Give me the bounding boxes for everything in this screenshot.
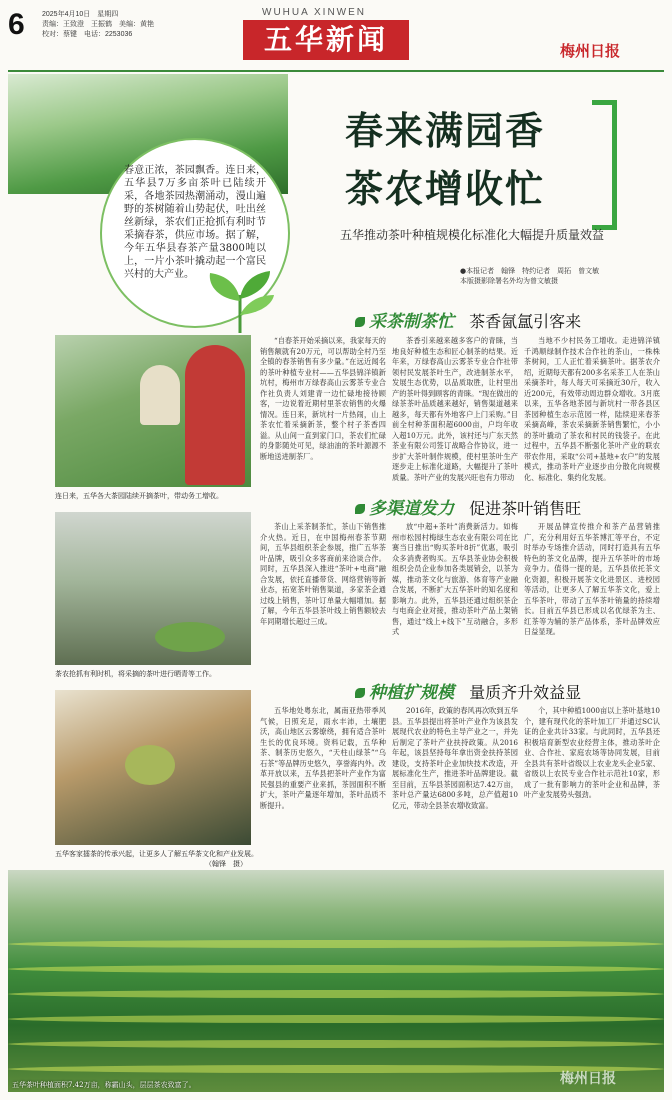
- page-number: 6: [8, 8, 25, 41]
- watermark: 梅州日报: [560, 1071, 616, 1087]
- section-tag: 多渠道发力: [355, 494, 454, 519]
- photo-credit-3: （翰锋 摄）: [205, 860, 247, 868]
- proof-line: 校对：蔡键 电话：2253036: [42, 31, 133, 38]
- intro-summary: 春意正浓，茶园飘香。连日来，五华县7万多亩茶叶已陆续开采，各地茶园热潮涌动，漫山遍野的茶树随着山势起伏，吐出丝丝新绿，茶农们正抢抓有利时节采摘春茶，供应市场。据了解，今年五华县春茶产量3800吨以上，一片小茶叶撬动起一个富民兴村的大产业。: [100, 138, 290, 328]
- headline-line-2: 茶农增收忙: [345, 166, 546, 211]
- photo-caption-1: 连日来，五华各大茶园陆续开摘茶叶，带动务工增收。: [55, 492, 223, 500]
- article-column: 茶山上采茶制茶忙，茶山下销售推介火热。近日，在中国梅州春茶节期间，五华县组织茶企参展，推广五华茶叶品牌，吸引众多客商前来洽谈合作。同时，五华县深入推进“茶叶+电商”融合发展，依托直播带货、网络营销等新业态，拓宽茶叶销售渠道，多家茶企通过线上销售，茶叶订单量大幅增加。据了解，今年五华县茶叶线上销售额较去年同期增长超过三成。: [260, 522, 386, 626]
- footer-photo-caption: 五华茶叶种植面积7.42万亩，称霸山头，层层茶农致富了。: [12, 1081, 196, 1089]
- photo-caption-2: 茶农抢抓有利时机，将采摘的茶叶进行晒青等工作。: [55, 670, 216, 678]
- tea-basket: [155, 622, 225, 652]
- section-heading-3: [355, 678, 581, 704]
- article-column: 当地不少村民务工增收。走进锦洋镇千鸿顺绿制作技术合作社的茶山，一株株茶树间，工人正忙着采摘茶叶。据茶农介绍，近期每天都有200多名采茶工人在茶山采摘茶叶，每人每天可采摘近30斤，收入近200元，有效带动周边群众增收。3月底以来，五华各地茶园与新坑村一带各县区茶园种植生态示范园一样，陆续迎来春茶采摘高峰，茶农采摘新茶销售繁忙，小小的茶叶撬动了茶农和村民的钱袋子。在此过程中，五华县不断强化茶叶产业的联农带农作用，采取“公司+基地+农户”的发展模式，推动茶叶产业逐步由分散化向规模化、标准化、集约化发展。: [524, 336, 660, 482]
- section-title: 促进茶叶销售旺: [469, 499, 582, 518]
- article-column: 个，其中种植1000亩以上茶叶基地10个，建有现代化的茶叶加工厂并通过SC认证的企业共计33家。与此同时，五华县还积极培育新型农业经营主体，推动茶叶企业、合作社、家庭农场等协同发展，目前全县共有茶叶省级以上农业龙头企业5家、省级以上农民专业合作社示范社10家，形成了一批有影响力的茶叶企业和品牌，茶叶产业发展势头强劲。: [524, 706, 660, 799]
- editor-line: 责编：王致澄 王振鹤 美编：黄艳: [42, 21, 154, 28]
- tea-picking-photo: [55, 335, 251, 487]
- article-column: 放“中超+茶叶”消费新活力。如梅州市松园村梅绿生态农业有限公司在比赛当日推出“购买茶叶8折”优惠，吸引众多消费者购买。五华县茶业协会积极组织会员企业参加各类展销会，以茶为媒，推动茶文化与旅游、体育等产业融合发展，不断扩大五华茶叶的知名度和影响力。此外，五华县还通过组织茶企与电商企业对接，推动茶叶产品上架销售，通过“线上+线下”互动融合，多形式: [392, 522, 518, 636]
- subheadline: 五华推动茶叶种植规模化标准化大幅提升质量效益: [340, 228, 605, 242]
- section-title: 茶香氤氲引客来: [469, 312, 582, 331]
- section-heading-2: [355, 494, 581, 520]
- header-divider: [8, 70, 664, 72]
- picker-figure: [185, 345, 245, 485]
- paper-logo: 梅州日报: [560, 42, 621, 60]
- leicha-tea-photo: [55, 690, 251, 845]
- tea-sprout-icon: [200, 265, 280, 335]
- masthead-english: WUHUA XINWEN: [262, 7, 366, 18]
- photo-caption-3: 五华客家擂茶的传承兴起，让更多人了解五华茶文化和产业发展。: [55, 850, 258, 858]
- section-heading-1: [355, 307, 581, 333]
- article-column: 茶香引来越来越多客户的青睐，当地良好种植生态和匠心制茶的结果。近年来，万绿春高山云雾茶专业合作社带领村民发展茶叶生产，改进制茶水平，发展生态优势，以品质取胜，让村里出产的茶叶得到顾客的青睐。“现在做出的绿茶茶叶品质越来越好，销售渠道越来越多，每天都有外地客户上门采购。”目前全村种茶面积超6000亩，户均年收入超10万元。此外，该村还与广东天然茶业有限公司签订战略合作协议，进一步扩大茶叶制作规模，使村里茶叶生产逐步走上标准化道路，大幅提升了茶叶质量。茶叶产业的发展兴旺也有力带动: [392, 336, 518, 482]
- picker-figure-2: [140, 365, 180, 425]
- article-column: 五华地处粤东北，属南亚热带季风气候，日照充足，雨水丰沛，土壤肥沃，高山地区云雾缭绕，拥有适合茶叶生长的优良环境。资料记载，五华种茶、制茶历史悠久，“天柱山绿茶”“乌石茶”等品牌历史悠久，享誉海内外。改革开放以来，五华县把茶叶产业作为富民强县的重要产业来抓，茶园面积不断扩大，茶叶产量逐年增加，茶叶品质不断提升。: [260, 706, 386, 810]
- issue-date: 2025年4月10日 星期四: [42, 11, 119, 18]
- tea-drying-photo: [55, 512, 251, 665]
- photo-credit-line: 本版摄影除署名外均为曾文敏摄: [460, 277, 558, 285]
- masthead: 五华新闻: [243, 20, 409, 60]
- headline-bracket: [592, 100, 617, 230]
- section-title: 量质齐升效益显: [469, 683, 582, 702]
- headline-line-1: 春来满园香: [345, 108, 546, 153]
- byline: ●本报记者 翰锋 特约记者 周拓 曾文敏: [460, 267, 600, 275]
- article-column: 2016年，政策的春风再次吹到五华县。五华县提出将茶叶产业作为该县发展现代农业的特色主导产业之一，并先后制定了茶叶产业扶持政策。从2016年起，该县坚持每年拿出资金扶持茶园建设，支持茶叶企业加快技术改造，开展标准化生产，推进茶叶品牌建设。截至目前，五华县茶园面积达7.42万亩，茶叶总产量达6800多吨，总产值超10亿元，带动全县茶农增收致富。: [392, 706, 518, 810]
- article-column: “自春茶开始采摘以来，我家每天的销售额就有20万元，可以帮助全村乃至全镇的春茶销售有多少量。”在远近闻名的茶叶种植专业村——五华县锦洋镇新坑村，梅州市万绿春高山云雾茶专业合作社负责人刘建青一边忙碌地接待顾客，一边说着近期村里茶农销售的火爆情况。连日来，新坑村一片热闹，山上茶农忙着采摘新茶，整个村子茶香四溢。从山间一直到家门口，茶农们忙碌的身影随处可见，绿油油的茶叶源源不断地送进制茶厂。: [260, 336, 386, 461]
- article-column: 开展品牌宣传推介和茶产品营销推广，充分利用好五华茶博汇等平台，不定时举办专场推介活动，同时打造具有五华特色的茶文化品牌，提升五华茶叶的市场竞争力。值得一提的是，五华县依托茶文化资源，积极开展茶文化进景区、进校园等活动，让更多人了解五华茶文化，爱上五华茶叶，带动了五华茶叶销量的持续增长。目前五华县已形成以名优绿茶为主、红茶等为辅的茶产品体系，茶叶品牌效应日益显现。: [524, 522, 660, 636]
- section-tag: 种植扩规模: [355, 678, 454, 703]
- terraced-tea-field-photo: [8, 870, 664, 1092]
- section-tag: 采茶制茶忙: [355, 307, 454, 332]
- tea-bowl: [125, 745, 175, 785]
